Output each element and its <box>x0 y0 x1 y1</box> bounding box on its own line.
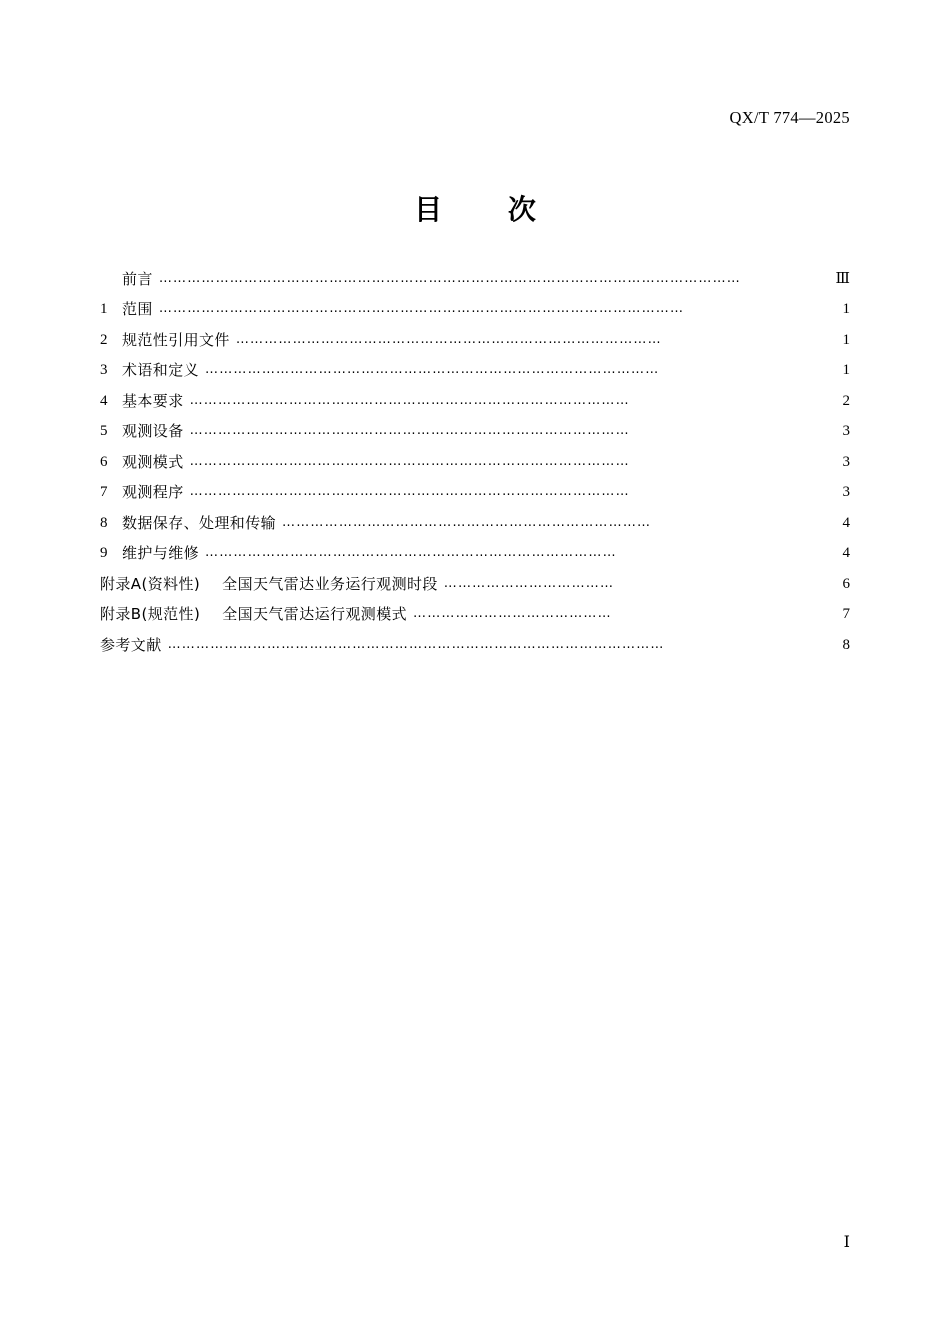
toc-entry-page: 8 <box>842 636 850 653</box>
toc-leader-dots: ………………………………………………………………………………… <box>189 485 630 499</box>
toc-entry-references[interactable] <box>100 624 850 655</box>
toc-entry-label: 观测设备 <box>122 422 184 441</box>
toc-entry-number: 7 <box>100 484 108 501</box>
toc-entry-label: 附录A(资料性) <box>100 574 201 593</box>
toc-entry-label: 观测模式 <box>122 452 184 471</box>
toc-leader-dots: ………………………………………………………………………………… <box>189 393 630 408</box>
toc-entry-7[interactable] <box>100 472 850 503</box>
toc-entry-label: 术语和定义 <box>122 361 200 380</box>
toc-entry-page: 3 <box>842 484 850 501</box>
toc-entry-label-secondary: 全国天气雷达运行观测模式 <box>222 605 408 624</box>
toc-entry-page: 3 <box>842 423 850 440</box>
toc-leader-dots: …………………………………… <box>413 607 612 621</box>
footer-page-number: Ⅰ <box>843 1234 850 1251</box>
toc-leader-dots: …………………………………………………………………………………………… <box>167 637 665 652</box>
toc-entry-label: 数据保存、处理和传输 <box>122 513 277 532</box>
toc-entry-page: 1 <box>842 331 850 348</box>
toc-leader-dots: …………………………………………………………………………………… <box>205 363 660 377</box>
toc-entry-9[interactable] <box>100 533 850 564</box>
toc-entry-page: Ⅲ <box>835 270 850 287</box>
toc-leader-dots: ………………………………………………………………………………… <box>189 424 630 438</box>
toc-leader-dots: …………………………………………………………………………………………………………… <box>158 271 742 286</box>
page-title: 目 次 <box>414 193 564 226</box>
toc-entry-number: 9 <box>100 545 108 562</box>
toc-entry-2[interactable] <box>100 319 850 350</box>
toc-entry-8[interactable] <box>100 502 850 533</box>
toc-entry-page: 1 <box>842 301 850 318</box>
toc-entry-page: 6 <box>842 575 850 592</box>
toc-entry-label: 参考文献 <box>100 635 162 654</box>
toc-leader-dots: ……………………………………………………………………………… <box>235 332 662 347</box>
toc-entry-number: 8 <box>100 514 108 531</box>
toc-entry-number: 4 <box>100 392 108 409</box>
toc-entry-foreword[interactable] <box>100 258 850 289</box>
toc-entry-label: 附录B(规范性) <box>100 605 201 624</box>
page-header-standard-code: QX/T 774—2025 <box>729 108 850 127</box>
toc-leader-dots: …………………………………………………………………………… <box>205 546 617 560</box>
toc-entry-annex-b[interactable] <box>100 594 850 625</box>
toc-entry-3[interactable] <box>100 350 850 381</box>
toc-entry-label-secondary: 全国天气雷达业务运行观测时段 <box>222 574 438 593</box>
toc-entry-page: 7 <box>842 606 850 623</box>
toc-entry-page: 3 <box>842 453 850 470</box>
toc-entry-1[interactable] <box>100 289 850 320</box>
toc-entry-label: 范围 <box>122 300 153 319</box>
toc-leader-dots: …………………………………………………………………… <box>282 515 652 530</box>
toc-entry-4[interactable] <box>100 380 850 411</box>
toc-entry-number: 3 <box>100 362 108 379</box>
toc-entry-label: 基本要求 <box>122 391 184 410</box>
toc-leader-dots: ………………………………………………………………………………………………… <box>158 302 685 316</box>
toc-entry-number: 2 <box>100 331 108 348</box>
toc-entry-label: 前言 <box>122 269 153 288</box>
toc-entry-annex-a[interactable] <box>100 563 850 594</box>
toc-entry-page: 4 <box>842 514 850 531</box>
toc-entry-5[interactable] <box>100 411 850 442</box>
toc-entry-number: 1 <box>100 301 108 318</box>
toc-entry-label: 观测程序 <box>122 483 184 502</box>
toc-entry-number: 5 <box>100 423 108 440</box>
toc-entry-label: 规范性引用文件 <box>122 330 230 349</box>
toc-leader-dots: ………………………………………………………………………………… <box>189 454 630 469</box>
toc-leader-dots: ……………………………… <box>443 576 615 591</box>
toc-entry-6[interactable] <box>100 441 850 472</box>
toc-entry-label: 维护与维修 <box>122 544 200 563</box>
toc-entry-page: 4 <box>842 545 850 562</box>
toc-entry-page: 1 <box>842 362 850 379</box>
table-of-contents <box>100 258 850 655</box>
toc-entry-number: 6 <box>100 453 108 470</box>
toc-entry-page: 2 <box>842 392 850 409</box>
